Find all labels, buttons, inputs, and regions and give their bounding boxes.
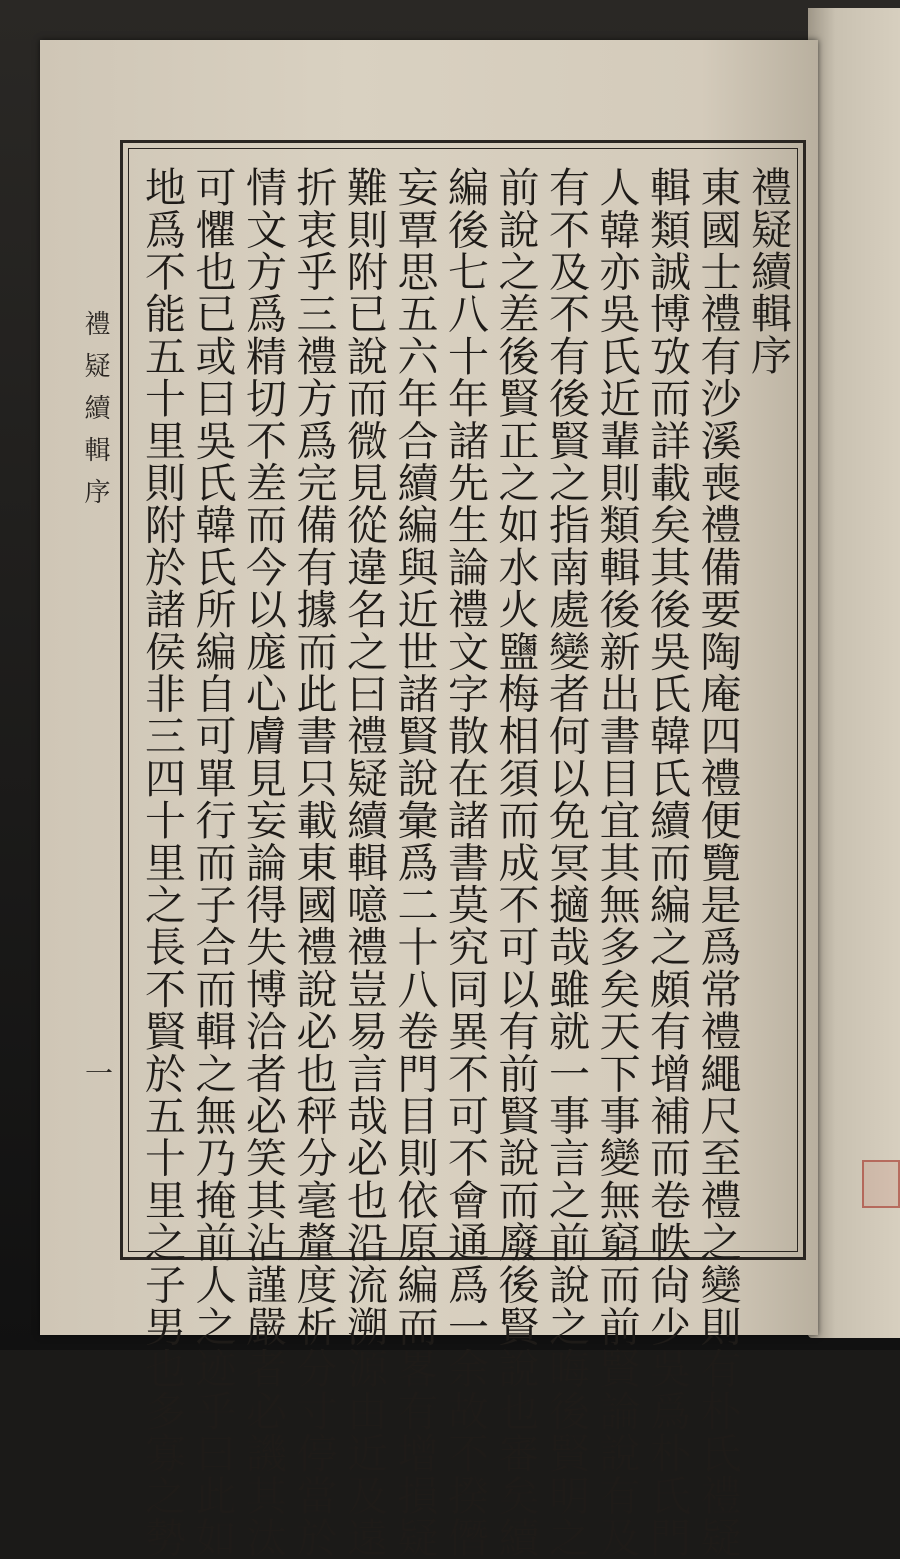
red-seal-stamp — [862, 1160, 900, 1208]
text-column: 情文方爲精切不差而今以庬心膚見妄論得失博洽者必笑其沾謹嚴者必譏其汰 — [239, 166, 287, 1559]
preface-title: 禮疑續輯序 — [744, 166, 792, 376]
text-column: 地爲不能五十里則附於諸侯非三四十里之長不賢於五十里之子男也多寡之勢 — [138, 166, 186, 1559]
text-column: 東國士禮有沙溪喪禮備要陶庵四禮便覽是爲常禮繩尺至禮之變則有朴氏禮疑 — [693, 166, 742, 1559]
text-column: 妄覃思五六年合續編與近世諸賢說彙爲二十八卷門目則依原編而畧有增損疑 — [390, 166, 439, 1559]
text-columns — [138, 166, 792, 1559]
text-column: 人韓亦吳氏近輩則類輯後新出書目宜其無多矣天下事變無窮而前賢論說有及 — [592, 166, 641, 1559]
text-column: 有不及不有後賢之指南處變者何以免冥擿哉雖就一事言之前說之晦後賢明之 — [542, 166, 590, 1559]
margin-title: 禮疑續輯序 — [80, 310, 110, 520]
text-column: 可懼也已或曰吳氏韓氏所編自可單行而子合而輯之無乃掩前人之迹乎曰此如 — [188, 166, 237, 1559]
text-column: 前說之差後賢正之如水火鹽梅相須而成不可以有前賢說而廢後賢說也審矣續 — [491, 166, 540, 1559]
page-number: 一 — [84, 1057, 113, 1090]
text-column: 輯類誠博攷而詳載矣其後吳氏韓氏續而編之頗有增補而卷帙尙少吳爲朴氏門 — [643, 166, 691, 1559]
text-column: 折衷乎三禮方爲完備有據而此書只載東國禮說必也秤分毫釐度析分寸停當於 — [289, 166, 338, 1559]
facing-page — [808, 8, 900, 1338]
text-column: 難則附已說而微見從違名之曰禮疑續輯噫禮豈易言哉必也沿流溯源由近及遠 — [340, 166, 388, 1559]
text-column: 編後七八十年諸先生論禮文字散在諸書莫究同異不可不會通爲一余故不揆僭 — [441, 166, 489, 1559]
